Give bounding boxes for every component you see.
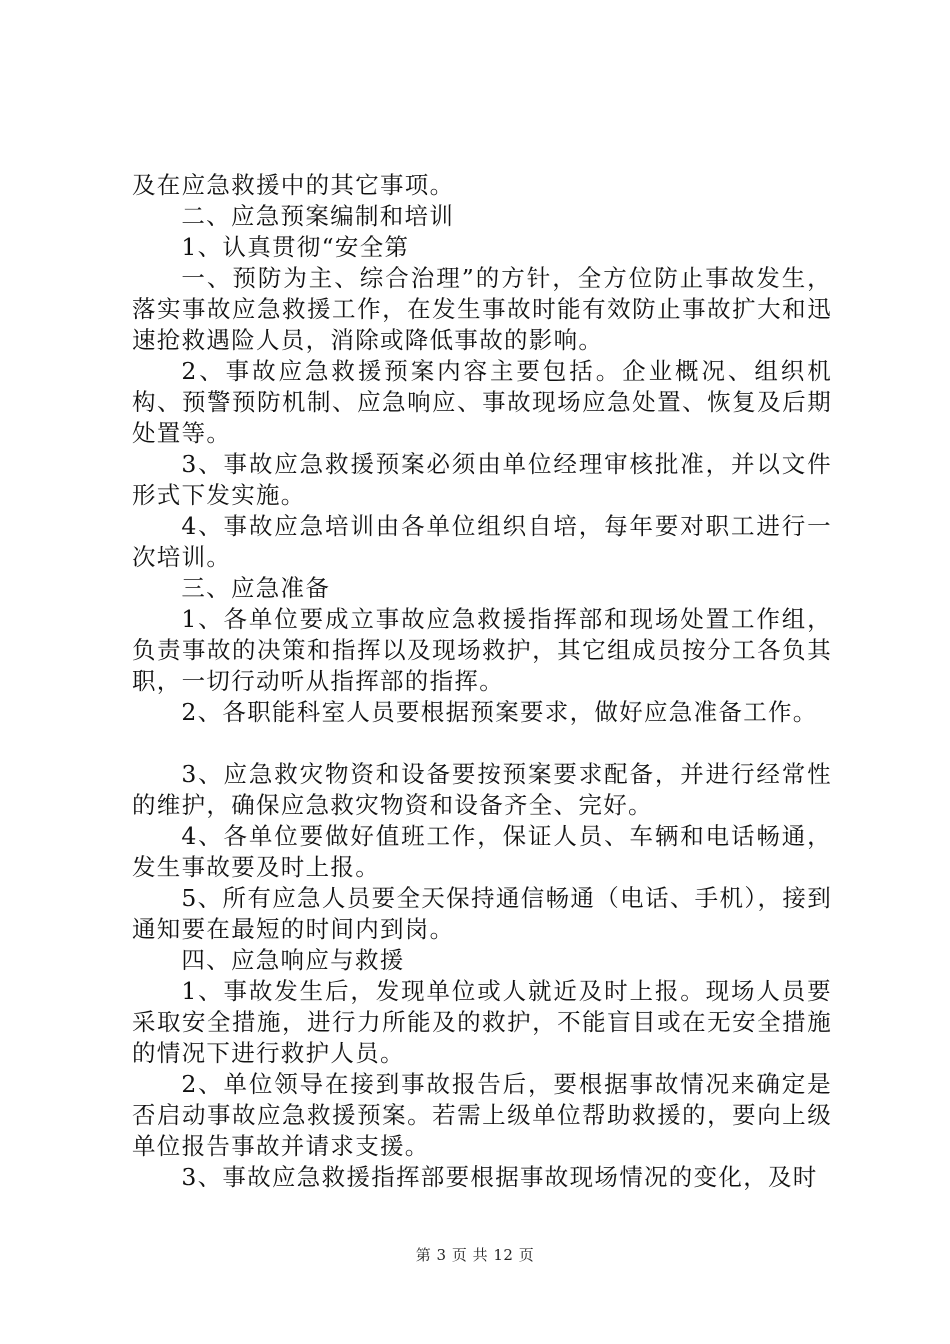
paragraph: 3、事故应急救援指挥部要根据事故现场情况的变化，及时: [181, 1163, 818, 1191]
section-heading: 四、应急响应与救援: [181, 946, 405, 974]
section-heading: 二、应急预案编制和培训: [181, 202, 455, 230]
blank-line: [132, 728, 832, 759]
page-footer: [0, 1244, 950, 1265]
paragraph: 4、各单位要做好值班工作，保证人员、车辆和电话畅通，发生事故要及时上报。: [132, 822, 832, 881]
paragraph: 2、各职能科室人员要根据预案要求，做好应急准备工作。: [181, 698, 818, 726]
paragraph: 4、事故应急培训由各单位组织自培，每年要对职工进行一次培训。: [132, 512, 832, 571]
paragraph: 3、应急救灾物资和设备要按预案要求配备，并进行经常性的维护，确保应急救灾物资和设备齐全、完好。: [132, 760, 832, 819]
page-number-label: 第 3 页 共 12 页: [415, 1246, 535, 1264]
paragraph: 1、事故发生后，发现单位或人就近及时上报。现场人员要采取安全措施，进行力所能及的救护，不能盲目或在无安全措施的情况下进行救护人员。: [132, 977, 832, 1067]
document-body: [132, 170, 832, 1193]
paragraph: 及在应急救援中的其它事项。: [132, 171, 455, 199]
paragraph: 1、认真贯彻“安全第: [181, 233, 410, 261]
paragraph: 一、预防为主、综合治理”的方针，全方位防止事故发生，落实事故应急救援工作，在发生事故时能有效防止事故扩大和迅速抢救遇险人员，消除或降低事故的影响。: [132, 264, 832, 354]
paragraph: 1、各单位要成立事故应急救援指挥部和现场处置工作组，负责事故的决策和指挥以及现场救护，其它组成员按分工各负其职，一切行动听从指挥部的指挥。: [132, 605, 832, 695]
paragraph: 5、所有应急人员要全天保持通信畅通（电话、手机），接到通知要在最短的时间内到岗。: [132, 884, 832, 943]
paragraph: 2、事故应急救援预案内容主要包括。企业概况、组织机构、预警预防机制、应急响应、事故现场应急处置、恢复及后期处置等。: [132, 357, 832, 447]
paragraph: 2、单位领导在接到事故报告后，要根据事故情况来确定是否启动事故应急救援预案。若需上级单位帮助救援的，要向上级单位报告事故并请求支援。: [132, 1070, 832, 1160]
section-heading: 三、应急准备: [181, 574, 331, 602]
paragraph: 3、事故应急救援预案必须由单位经理审核批准，并以文件形式下发实施。: [132, 450, 832, 509]
